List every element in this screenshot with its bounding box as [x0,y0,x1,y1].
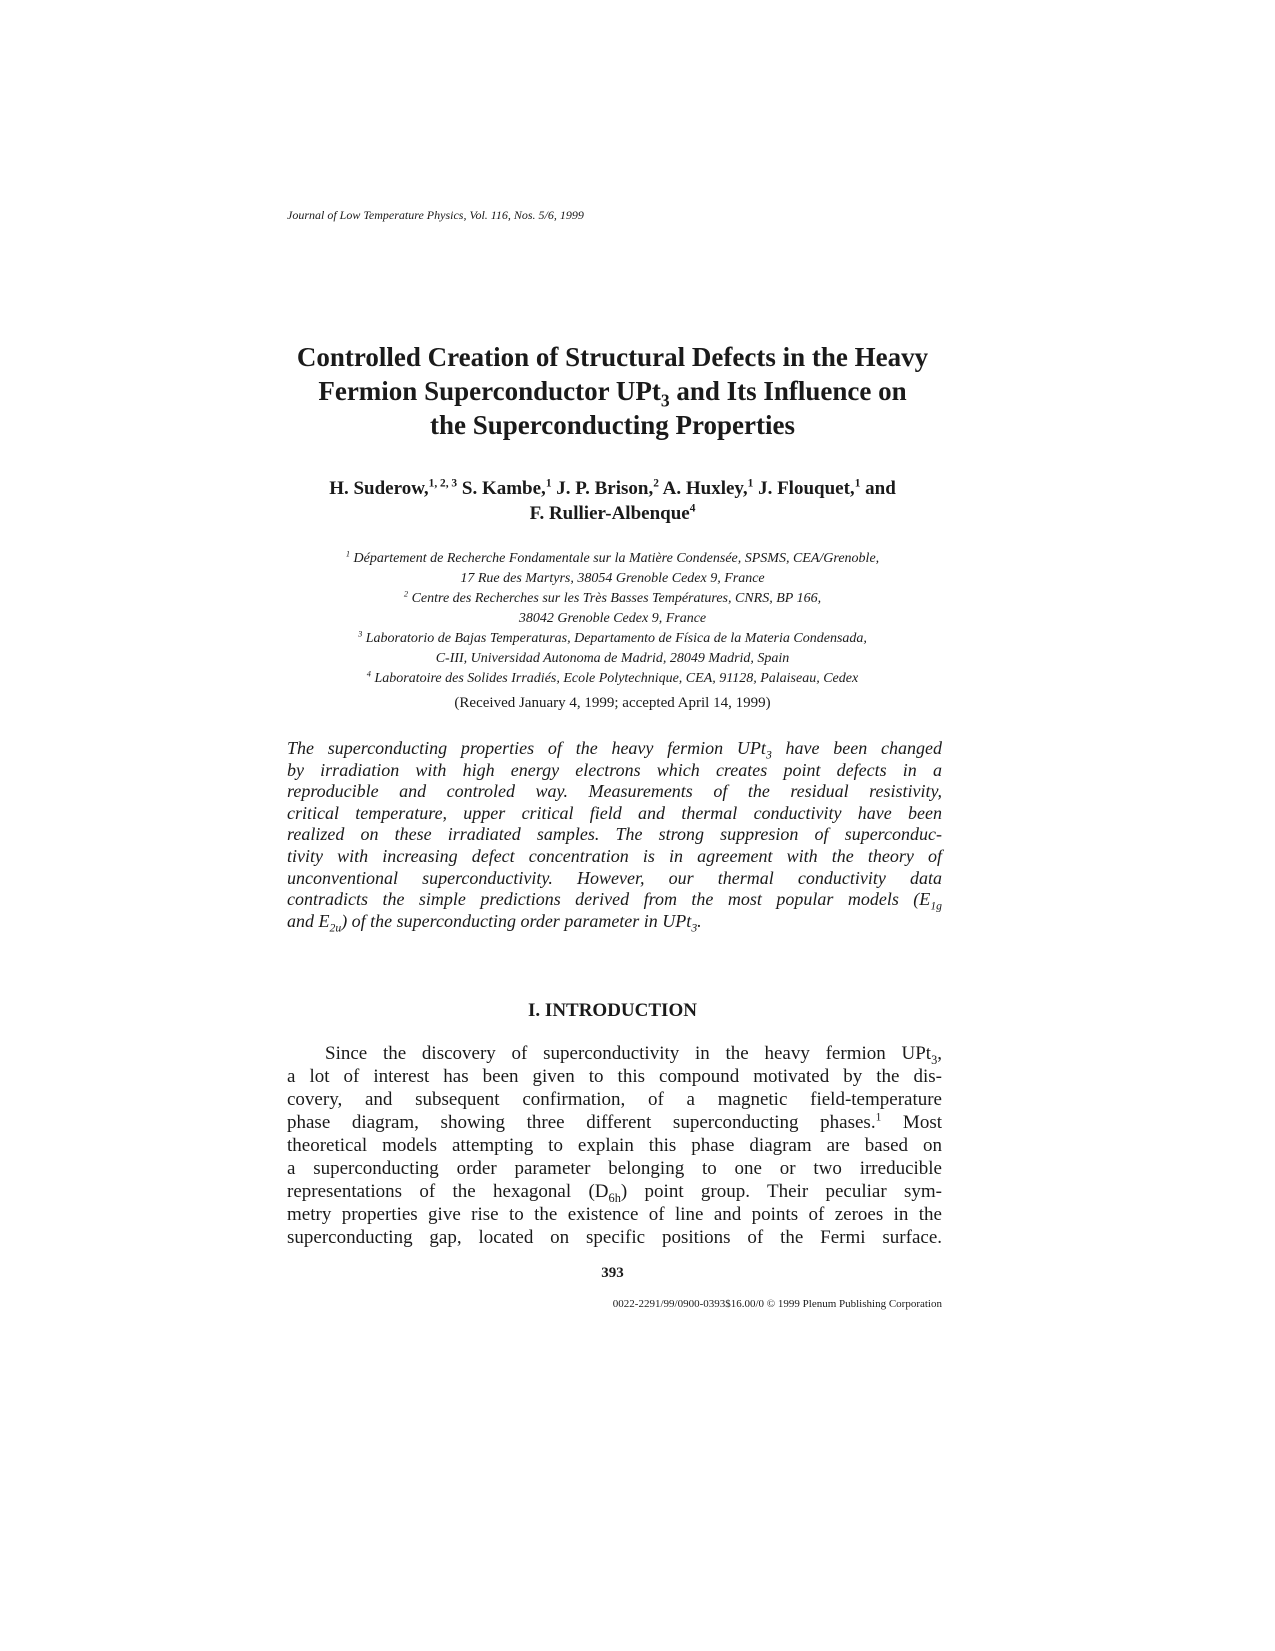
author-line-1: H. Suderow,$^{1, 2, 3}$ S. Kambe,$^1$ J. P. Brison,$^2$ A. Huxley,$^1$ J. Flouquet,$^1$ and [329,477,896,499]
abstract-line: realized on these irradiated samples. The strong suppresion of superconduc- [287,824,942,845]
page-number: 393 [601,1265,624,1281]
affiliation-2-line-2: 38042 Grenoble Cedex 9, France [518,611,707,626]
affiliation-4: $^4$ Laboratoire des Solides Irradiés, Ecole Polytechnique, CEA, 91128, Palaiseau, Cedex [366,669,859,686]
author-line-2: F. Rullier-Albenque$^4$ [529,502,696,524]
abstract-line: unconventional superconductivity. However, our thermal conductivity data [287,867,942,888]
affiliation-3-line-2: C-III, Universidad Autonoma de Madrid, 28049 Madrid, Spain [435,651,790,666]
abstract-line: The superconducting properties of the heavy fermion UPt$_3$ have been changed [287,738,943,762]
abstract [287,738,943,935]
affiliations [260,549,965,689]
intro-line: phase diagram, showing three different superconducting phases.$^1$ Most [287,1111,942,1133]
title-line-3: the Superconducting Properties [429,410,795,440]
intro-line: representations of the hexagonal $(D_{6h})$ point group. Their peculiar sym- [287,1181,942,1205]
intro-line: a lot of interest has been given to this compound motivated by the dis- [287,1066,942,1087]
abstract-line: by irradiation with high energy electrons which creates point defects in a [287,759,942,780]
intro-line: Since the discovery of superconductivity in the heavy fermion UPt$_3$, [325,1043,942,1067]
affiliation-1: $^1$ Département de Recherche Fondamentale sur la Matière Condensée, SPSMS, CEA/Grenoble, [345,549,880,566]
author-list [260,476,965,526]
abstract-line: reproducible and controled way. Measurements of the residual resistivity, [287,781,942,802]
abstract-line: critical temperature, upper critical field and thermal conductivity have been [287,802,942,823]
paper-title [260,340,965,442]
abstract-line: and $E_{2u}$) of the superconducting order parameter in UPt$_3$. [287,910,702,935]
abstract-line: tivity with increasing defect concentration is in agreement with the theory of [287,845,942,866]
affiliation-2: $^2$ Centre des Recherches sur les Très Basses Températures, CNRS, BP 166, [403,589,822,606]
title-line-1: Controlled Creation of Structural Defects in the Heavy [296,342,929,372]
intro-line: theoretical models attempting to explain this phase diagram are based on [287,1135,942,1156]
intro-line: metry properties give rise to the existence of line and points of zeroes in the [287,1204,942,1225]
introduction-text [287,1042,942,1249]
copyright-line: 0022-2291/99/0900-0393$16.00/0 © 1999 Plenum Publishing Corporation [612,1298,942,1310]
section-heading: I. INTRODUCTION [528,1000,697,1021]
affiliation-1-line-2: 17 Rue des Martyrs, 38054 Grenoble Cedex 9, France [460,571,765,586]
intro-line: covery, and subsequent confirmation, of a magnetic field-temperature [287,1089,942,1110]
intro-line: superconducting gap, located on specific positions of the Fermi surface. [287,1227,942,1248]
intro-line: a superconducting order parameter belonging to one or two irreducible [287,1158,942,1179]
title-line-2: Fermion Superconductor UPt$_3$ and Its Influence on [318,376,907,411]
abstract-line: contradicts the simple predictions derived from the most popular models ($E_{1g}$ [287,889,942,913]
affiliation-3: $^3$ Laboratorio de Bajas Temperaturas, Departamento de Física de la Materia Condensada, [358,629,867,646]
journal-citation: Journal of Low Temperature Physics, Vol. 116, Nos. 5/6, 1999 [287,208,584,222]
received-dates: (Received January 4, 1999; accepted April 14, 1999) [454,695,771,711]
